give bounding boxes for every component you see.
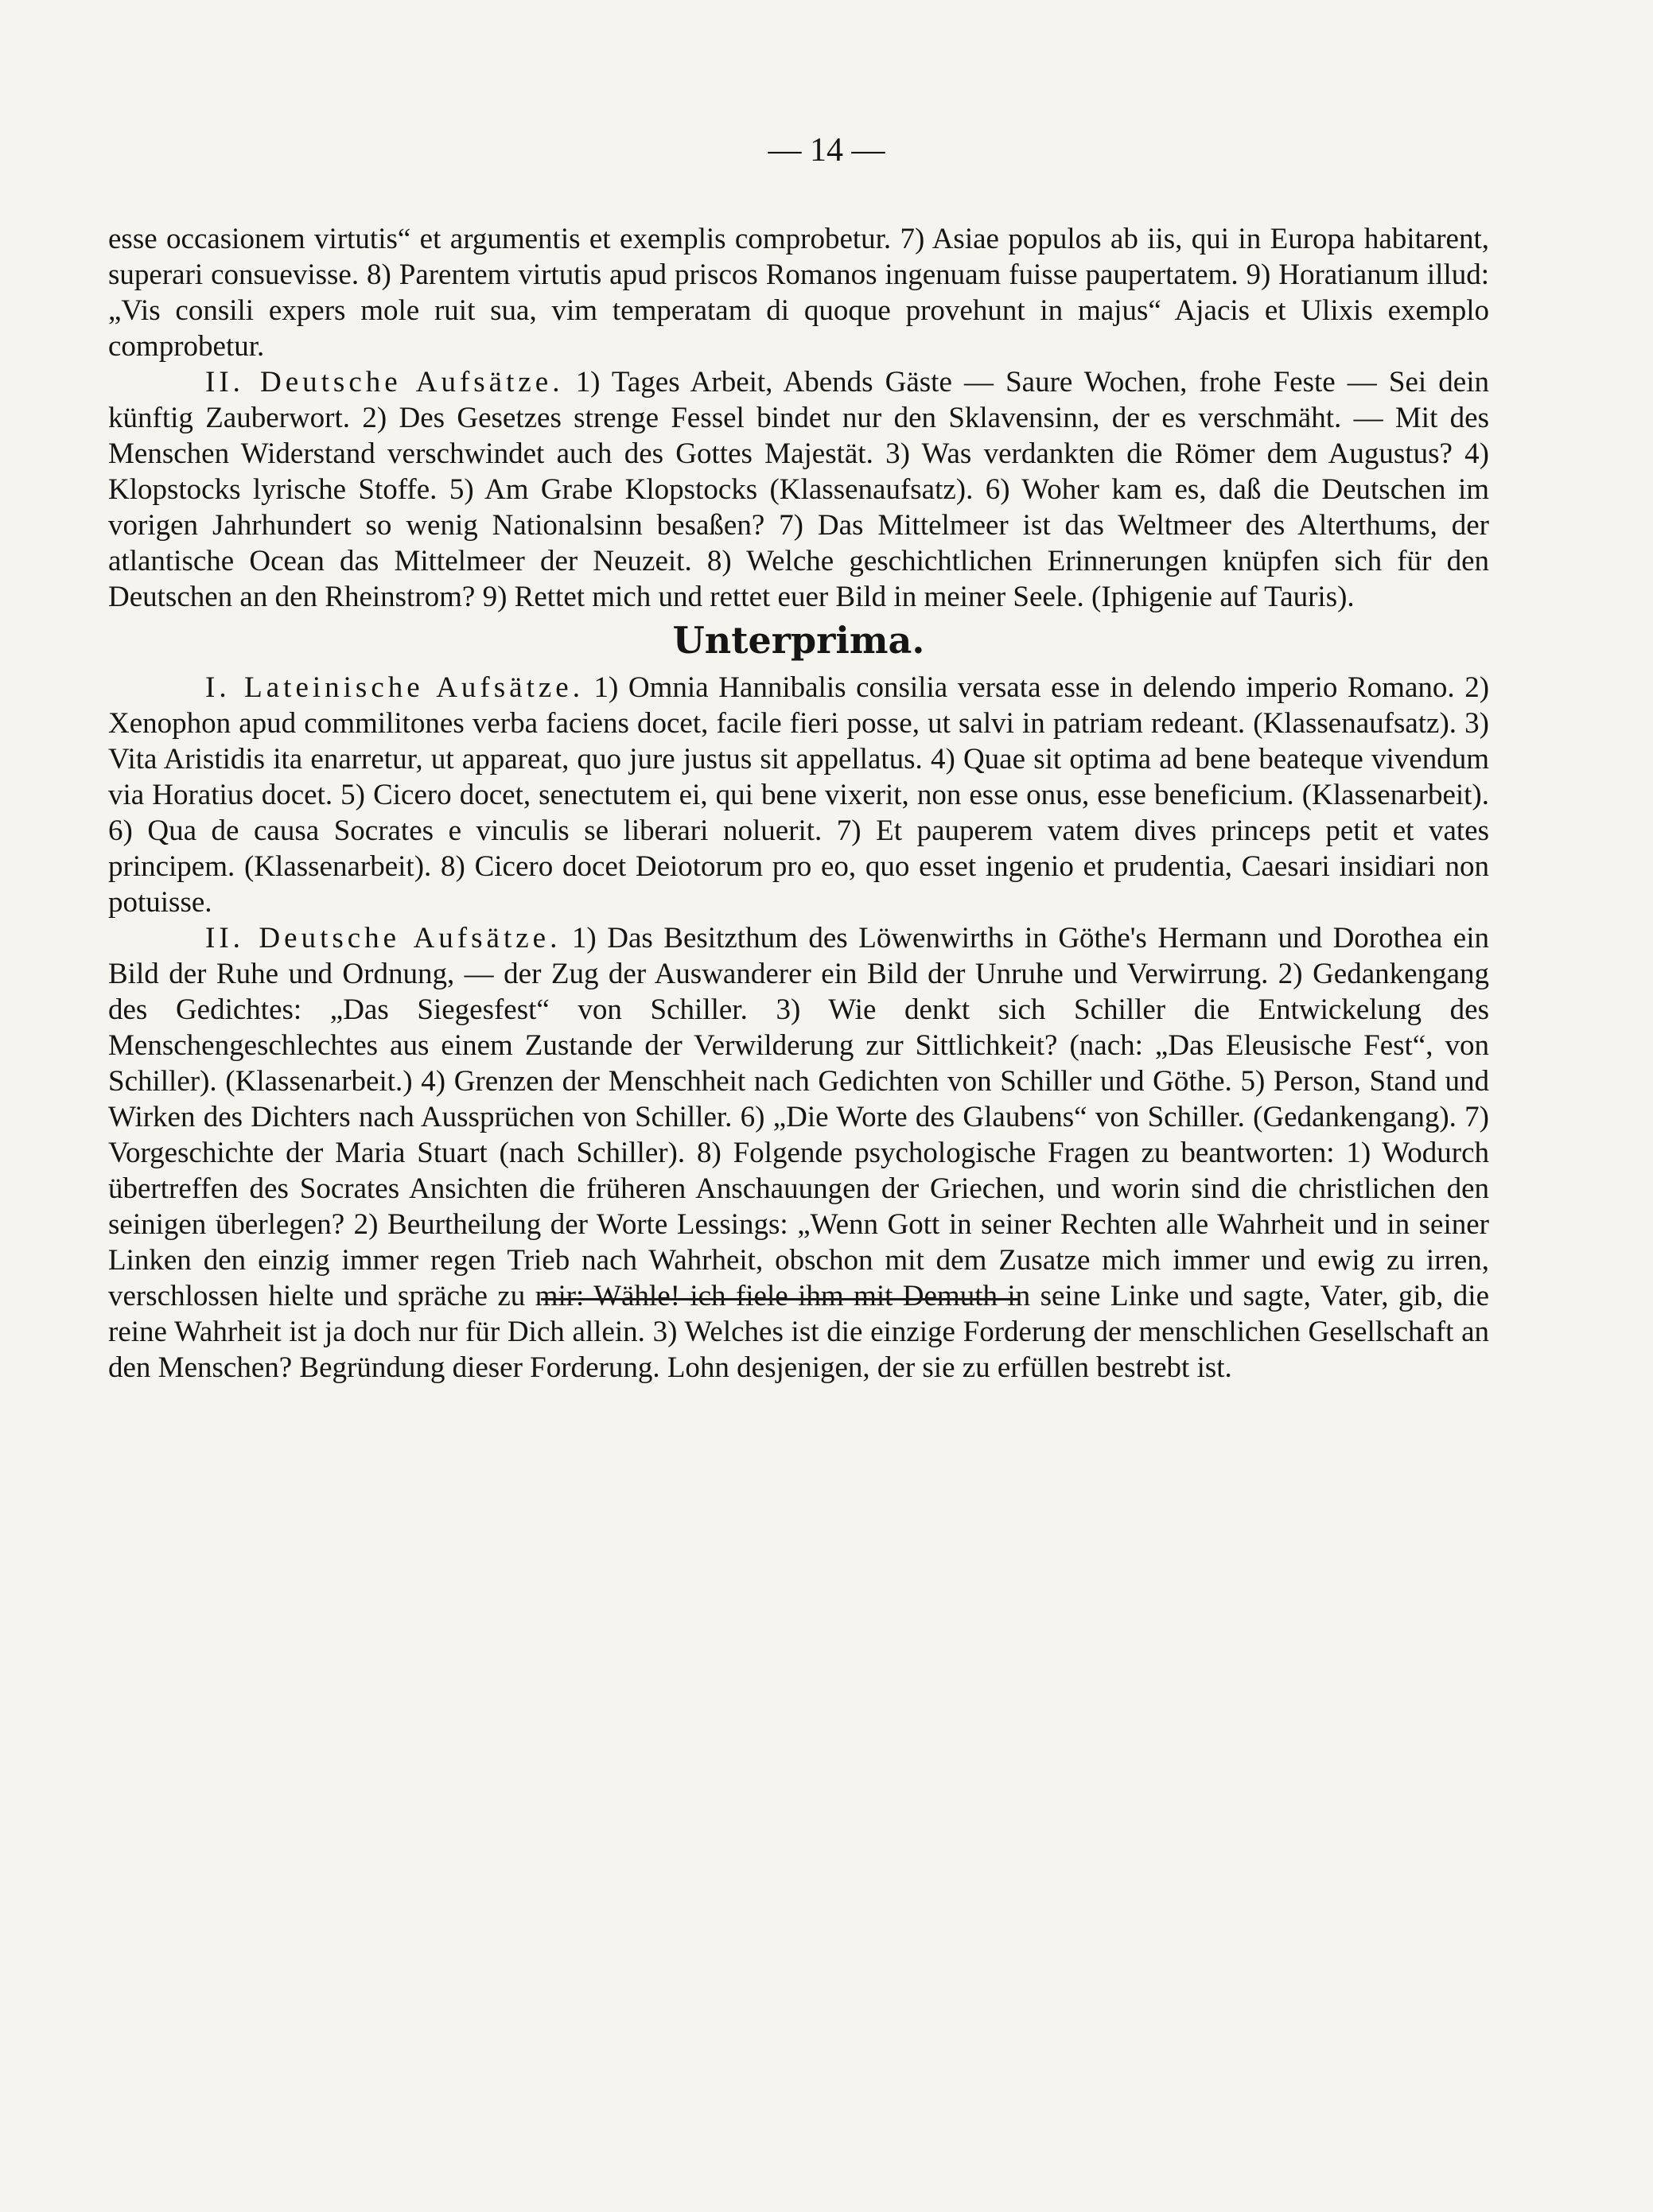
latin-essays-continuation: esse occasionem virtutis“ et argumentis et exemplis comprobetur. 7) Asiae populos ab iis, qui in Europa habitarent, superari consuevisse. 8) Parentem virtutis apud priscos Romanos ingenuam fuisse paupertatem. 9) Horatianum illud: „Vis consili expers mole ruit sua, vim temperatam di quoque provehunt in majus“ Ajacis et Ulixis exemplo comprobetur.: [108, 223, 1489, 363]
german-essays-text: 1) Tages Arbeit, Abends Gäste — Saure Wochen, frohe Feste — Sei dein künftig Zauberwort. 2) Des Gesetzes strenge Fessel bindet nur den Sklavensinn, der es verschmäht. — Mit des Menschen Widerstand verschwindet auch des Gottes Majestät. 3) Was verdankten die Römer dem Augustus? 4) Klopstocks lyrische Stoffe. 5) Am Grabe Klopstocks (Klassenaufsatz). 6) Woher kam es, daß die Deutschen im vorigen Jahrhundert so wenig Nationalsinn besaßen? 7) Das Mittelmeer ist das Weltmeer des Alterthums, der atlantische Ocean das Mittelmeer der Neuzeit. 8) Welche geschichtlichen Erinnerungen knüpfen sich für den Deutschen an den Rheinstrom? 9) Rettet mich und rettet euer Bild in meiner Seele. (Iphigenie auf Tauris).: [108, 366, 1489, 613]
unterprima-german-heading: II. Deutsche Aufsätze.: [205, 922, 562, 954]
unterprima-latin-text: 1) Omnia Hannibalis consilia versata esse in delendo imperio Romano. 2) Xenophon apud commilitones verba faciens docet, facile fieri posse, ut salvi in patriam redeant. (Klassenaufsatz). 3) Vita Aristidis ita enarretur, ut appareat, quo jure justus sit appellatus. 4) Quae sit optima ad bene beateque vivendum via Horatius docet. 5) Cicero docet, senectutem ei, qui bene vixerit, non esse onus, esse beneficium. (Klassenarbeit). 6) Qua de causa Socrates e vinculis se liberari noluerit. 7) Et pauperem vatem dives princeps petit et vates principem. (Klassenarbeit). 8) Cicero docet Deiotorum pro eo, quo esset ingenio et prudentia, Caesari insidiari non potuisse.: [108, 671, 1490, 919]
unterprima-german-paragraph: [108, 920, 1489, 1386]
german-essays-heading: II. Deutsche Aufsätze.: [205, 366, 564, 398]
text-body: [108, 221, 1489, 1386]
unterprima-german-text: 1) Das Besitzthum des Löwenwirths in Göthe's Hermann und Dorothea ein Bild der Ruhe und Ordnung, — der Zug der Auswanderer ein Bild der Unruhe und Verwirrung. 2) Gedankengang des Gedichtes: „Das Siegesfest“ von Schiller. 3) Wie denkt sich Schiller die Entwickelung des Menschengeschlechtes aus einem Zustande der Verwilderung zur Sittlichkeit? (nach: „Das Eleusische Fest“, von Schiller). (Klassenarbeit.) 4) Grenzen der Menschheit nach Gedichten von Schiller und Göthe. 5) Person, Stand und Wirken des Dichters nach Aussprüchen von Schiller. 6) „Die Worte des Glaubens“ von Schiller. (Gedankengang). 7) Vorgeschichte der Maria Stuart (nach Schiller). 8) Folgende psychologische Fragen zu beantworten: 1) Wodurch übertreffen des Socrates Ansichten die früheren Anschauungen der Griechen, und worin sind die christlichen den seinigen überlegen? 2) Beurtheilung der Worte Lessings: „Wenn Gott in seiner Rechten alle Wahrheit und in seiner Linken den einzig immer regen Trieb nach Wahrheit, obschon mit dem Zusatze mich immer und ewig zu irren, verschlossen hielte und spräche zu mir: Wähle! ich fiele ihm mit Demuth in seine Linke und sagte, Vater, gib, die reine Wahrheit ist ja doch nur für Dich allein. 3) Welches ist die einzige Forderung der menschlichen Gesellschaft an den Menschen? Begründung dieser Forderung. Lohn desjenigen, der sie zu erfüllen bestrebt ist.: [108, 922, 1489, 1384]
german-essays-paragraph: [108, 364, 1489, 615]
unterprima-latin-heading: I. Lateinische Aufsätze.: [205, 671, 584, 704]
closing-rule: [541, 1298, 1018, 1300]
section-title-unterprima: Unterprima.: [672, 619, 925, 662]
unterprima-latin-paragraph: [108, 670, 1489, 920]
page-number: — 14 —: [768, 132, 885, 169]
